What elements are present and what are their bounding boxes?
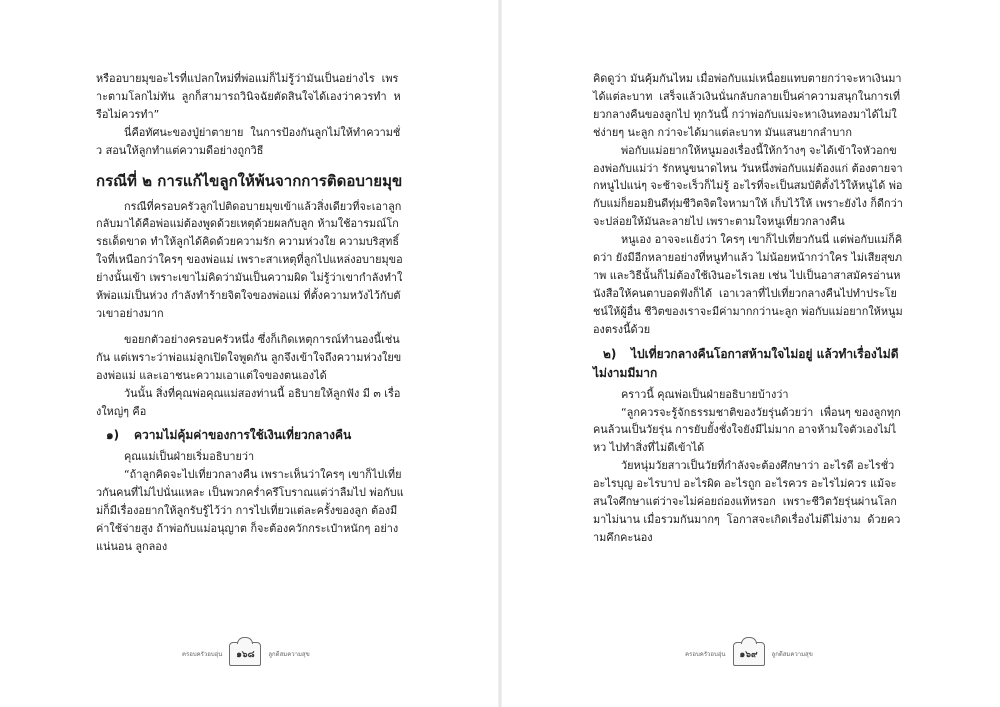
subsection-title: ความไม่คุ้มค่าของการใช้เงินเที่ยวกลางคืน (134, 428, 352, 443)
right-text-column (593, 70, 903, 547)
page-number: ๑๖๘ (236, 650, 255, 660)
paragraph: คราวนี้ คุณพ่อเป็นฝ่ายอธิบายบ้างว่า (621, 387, 789, 401)
paragraph: คุณแม่เป็นฝ่ายเริ่มอธิบายว่า (124, 450, 255, 464)
footer-chapter-title: ลูกดีสมความสุข (771, 651, 813, 658)
paragraph: หนูเอง อาจจะแย้งว่า ใครๆ เขาก็ไปเที่ยวกันนี่ แต่พ่อกับแม่ก็คิดว่า ยังมีอีกหลายอย่างที่หนูทำแล้ว ไม่น้อยหน้ากว่าใคร ไม่เสียสุขภาพ และวิธีนั้นก็ไม่ต้องใช้เงินอะไรเลย เช่น ไปเป็นอาสาสมัครอ่านหนังสือให้คนตาบอดฟังก็ได้ เอาเวลาที่ไปเที่ยวกลางคืนไปทำประโยชน์ให้ผู้อื่น ชีวิตของเราจะมีค่ามากกว่านะลูก พ่อกับแม่อยากให้หนูมองตรงนี้ด้วย (593, 233, 903, 336)
page-number-emblem (733, 642, 765, 666)
footer-book-title: ครอบครัวอบอุ่น (685, 651, 726, 658)
page-number: ๑๖๙ (739, 650, 758, 660)
right-page (500, 0, 1000, 707)
left-text-column (96, 70, 404, 556)
paragraph: หรืออบายมุขอะไรที่แปลกใหม่ที่พ่อแม่ก็ไม่รู้ว่ามันเป็นอย่างไร เพราะตามโลกไม่ทัน ลูกก็สามารถวินิจฉัยตัดสินใจได้เองว่าควรทำ หรือไม่ควรทำ” (96, 72, 401, 121)
subsection-heading (593, 345, 903, 383)
paragraph: คิดดูว่า มันคุ้มกันไหม เมื่อพ่อกับแม่เหนื่อยแทบตายกว่าจะหาเงินมาได้แต่ละบาท เสร็จแล้วเงินนั่นกลับกลายเป็นค่าความสนุกในการเที่ยวกลางคืนของลูกไป ทุกวันนี้ กว่าพ่อกับแม่จะหาเงินทองมาได้ไม่ใช่ง่ายๆ นะลูก กว่าจะได้มาแต่ละบาท มันแสนยากลำบาก (593, 72, 902, 139)
subsection-number: ๑) (106, 428, 120, 443)
paragraph: “ถ้าลูกคิดจะไปเที่ยวกลางคืน เพราะเห็นว่าใครๆ เขาก็ไปเที่ยวกันคนที่ไม่ไปนั่นแหละ เป็นพวกคร่ำครึโบราณแต่ว่าลืมไป พ่อกับแม่ก็มีเรื่องอยากให้ลูกรับรู้ไว้ว่า การไปเที่ยวแต่ละครั้งของลูก ต้องมีค่าใช้จ่ายสูง ถ้าพ่อกับแม่อนุญาต ก็จะต้องควักกระเป๋าหนักๆ อย่างแน่นอน ลูกลอง (96, 468, 404, 553)
paragraph: กรณีที่ครอบครัวลูกไปติดอบายมุขเข้าแล้วสิ่งเดียวที่จะเอาลูกกลับมาได้คือพ่อแม่ต้องพูดด้วยเหตุด้วยผลกับลูก ห้ามใช้อารมณ์โกรธเด็ดขาด ทำให้ลูกได้คิดด้วยความรัก ความห่วงใย ความบริสุทธิ์ใจที่เหนือกว่าใครๆ ของพ่อแม่ เพราะสาเหตุที่ลูกไปแหล่งอบายมุขอย่างนั้นเข้า เพราะเขาไม่คิดว่ามันเป็นความผิด ไม่รู้ว่าเขากำลังทำให้พ่อแม่เป็นห่วง กำลังทำร้ายจิตใจของพ่อแม่ ที่ตั้งความหวังไว้กับตัวเขาอย่างมาก (96, 199, 403, 320)
subsection-number: ๒) (603, 346, 617, 361)
paragraph: “ลูกควรจะรู้จักธรรมชาติของวัยรุ่นด้วยว่า เพื่อนๆ ของลูกทุกคนล้วนเป็นวัยรุ่น การยับยั้งชั่งใจยังมีไม่มาก อาจห้ามใจตัวเองไม่ไหว ไปทำสิ่งที่ไม่ดีเข้าได้ (593, 405, 901, 455)
section-heading: กรณีที่ ๒ การแก้ไขลูกให้พ้นจากการติดอบายมุข (96, 171, 403, 190)
paragraph: วัยหนุ่มวัยสาวเป็นวัยที่กำลังจะต้องศึกษาว่า อะไรดี อะไรชั่ว อะไรบุญ อะไรบาป อะไรผิด อะไรถูก อะไรควร อะไรไม่ควร แม้จะสนใจศึกษาแต่ว่าจะไม่ค่อยถ่องแท้หรอก เพราะชีวิตวัยรุ่นผ่านโลกมาไม่นาน เมื่อรวมกันมากๆ โอกาสจะเกิดเรื่องไม่ดีไม่งาม ด้วยความคึกคะนอง (593, 459, 901, 544)
footer-book-title: ครอบครัวอบอุ่น (182, 651, 223, 658)
paragraph: ขอยกตัวอย่างครอบครัวหนึ่ง ซึ่งก็เกิดเหตุการณ์ทำนองนี้เช่นกัน แต่เพราะว่าพ่อแม่ลูกเปิดใจพูดกัน ลูกจึงเข้าใจถึงความห่วงใยของพ่อแม่ และเอาชนะความเอาแต่ใจของตนเองได้ (96, 332, 402, 382)
page-number-emblem (229, 642, 261, 666)
footer-chapter-title: ลูกดีสมความสุข (268, 651, 310, 658)
page-footer (182, 642, 310, 666)
page-footer (594, 642, 904, 666)
paragraph: นี่คือทัศนะของปู่ย่าตายาย ในการป้องกันลูกไม่ให้ทำความชั่ว สอนให้ลูกทำแต่ความดีอย่างถูกวิธี (96, 125, 401, 157)
paragraph: วันนั้น สิ่งที่คุณพ่อคุณแม่สองท่านนี้ อธิบายให้ลูกฟัง มี ๓ เรื่องใหญ่ๆ คือ (96, 386, 401, 418)
paragraph: พ่อกับแม่อยากให้หนูมองเรื่องนี้ให้กว้างๆ จะได้เข้าใจหัวอกของพ่อกับแม่ว่า รักหนูขนาดไหน วันหนึ่งพ่อกับแม่ต้องแก่ ต้องตายจากหนูไปแน่ๆ จะช้าจะเร็วก็ไม่รู้ อะไรที่จะเป็นสมบัติตั้งไว้ให้หนูได้ พ่อกับแม่ก็ยอมยินดีทุ่มชีวิตจิตใจหามาให้ เก็บไว้ให้ เพราะยังไง ก็ดีกว่าจะปล่อยให้มันละลายไป เพราะตามใจหนูเที่ยวกลางคืน (593, 143, 903, 229)
subsection-heading (96, 426, 404, 445)
subsection-title: ไปเที่ยวกลางคืนโอกาสห้ามใจไม่อยู่ แล้วทำเรื่องไม่ดีไม่งามมีมาก (593, 346, 899, 380)
